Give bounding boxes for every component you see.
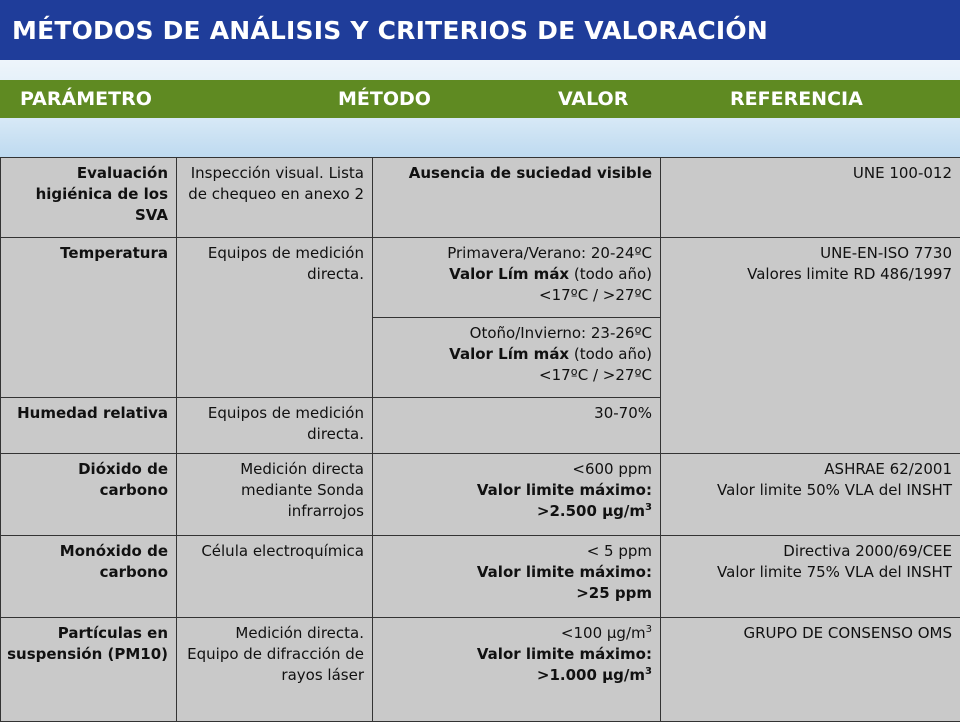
table-row	[1, 454, 960, 536]
table-row	[1, 618, 960, 722]
parameter-cell: Partículas en suspensión (PM10)	[1, 618, 177, 722]
reference-line: Valores limite RD 486/1997	[667, 264, 952, 285]
value-limit-label: Valor limite máximo:	[379, 644, 652, 665]
parameter-cell: Monóxido de carbono	[1, 536, 177, 618]
reference-line: UNE-EN-ISO 7730	[667, 243, 952, 264]
method-cell: Equipos de medición directa.	[177, 238, 373, 398]
reference-cell	[661, 536, 960, 618]
parameter-cell: Temperatura	[1, 238, 177, 398]
page-title: MÉTODOS DE ANÁLISIS Y CRITERIOS DE VALORACIÓN	[12, 16, 768, 45]
header-method: MÉTODO	[338, 88, 431, 110]
value-limit-number: >25 ppm	[379, 583, 652, 604]
header-reference: REFERENCIA	[730, 88, 863, 110]
header-value: VALOR	[558, 88, 628, 110]
value-cell: 30-70%	[373, 398, 661, 454]
superscript: 3	[646, 624, 652, 635]
reference-cell: UNE 100-012	[661, 158, 960, 238]
value-limit-range: <17ºC / >27ºC	[379, 365, 652, 386]
value-cell	[373, 618, 661, 722]
methods-table	[0, 157, 960, 722]
value-cell	[373, 318, 661, 398]
method-cell: Equipos de medición directa.	[177, 398, 373, 454]
method-cell: Medición directa mediante Sonda infrarrojos	[177, 454, 373, 536]
superscript: 3	[645, 666, 652, 677]
value-limit	[379, 264, 652, 285]
reference-line: Valor limite 75% VLA del INSHT	[667, 562, 952, 583]
value-main: <600 ppm	[379, 459, 652, 480]
value-text: Ausencia de suciedad visible	[409, 164, 652, 182]
table-row	[1, 536, 960, 618]
value-cell	[373, 454, 661, 536]
value-main-number: <100 µg/m	[561, 624, 646, 642]
value-limit-suffix: (todo año)	[569, 345, 652, 363]
method-cell: Inspección visual. Lista de chequeo en anexo 2	[177, 158, 373, 238]
reference-cell	[661, 238, 960, 454]
value-limit	[379, 501, 652, 522]
value-limit-label: Valor limite máximo:	[379, 480, 652, 501]
value-season: Otoño/Invierno: 23-26ºC	[379, 323, 652, 344]
column-header-band	[0, 80, 960, 118]
parameter-cell: Evaluación higiénica de los SVA	[1, 158, 177, 238]
title-bar	[0, 0, 960, 60]
table-row	[1, 158, 960, 238]
value-cell	[373, 158, 661, 238]
value-limit-suffix: (todo año)	[569, 265, 652, 283]
value-limit	[379, 665, 652, 686]
value-limit-number: >2.500 µg/m	[537, 502, 645, 520]
value-limit-number: >1.000 µg/m	[537, 666, 645, 684]
value-season: Primavera/Verano: 20-24ºC	[379, 243, 652, 264]
header-parameter: PARÁMETRO	[20, 88, 152, 110]
reference-line: Directiva 2000/69/CEE	[667, 541, 952, 562]
value-cell	[373, 238, 661, 318]
value-cell	[373, 536, 661, 618]
method-cell: Célula electroquímica	[177, 536, 373, 618]
value-main	[379, 623, 652, 644]
method-cell: Medición directa. Equipo de difracción de rayos láser	[177, 618, 373, 722]
value-limit-range: <17ºC / >27ºC	[379, 285, 652, 306]
superscript: 3	[645, 502, 652, 513]
value-limit	[379, 344, 652, 365]
reference-line: Valor limite 50% VLA del INSHT	[667, 480, 952, 501]
value-limit-label: Valor Lím máx	[449, 265, 569, 283]
reference-cell	[661, 454, 960, 536]
parameter-cell: Dióxido de carbono	[1, 454, 177, 536]
reference-line: ASHRAE 62/2001	[667, 459, 952, 480]
table-row	[1, 238, 960, 318]
reference-cell: GRUPO DE CONSENSO OMS	[661, 618, 960, 722]
parameter-cell: Humedad relativa	[1, 398, 177, 454]
value-main: < 5 ppm	[379, 541, 652, 562]
value-limit-label: Valor Lím máx	[449, 345, 569, 363]
value-limit-label: Valor limite máximo:	[379, 562, 652, 583]
